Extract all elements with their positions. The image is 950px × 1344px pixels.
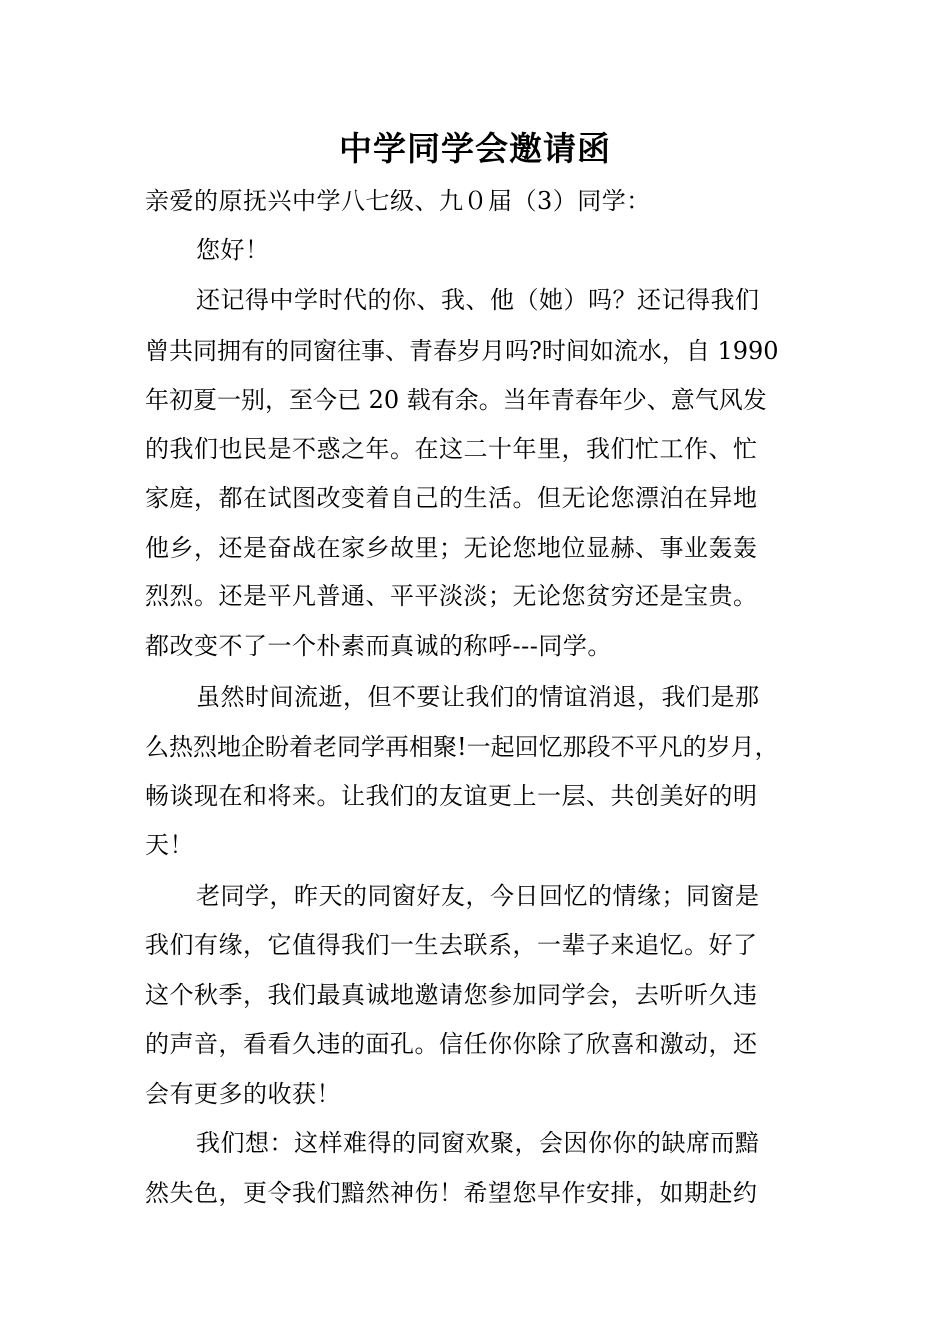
paragraph-4-line: 然失色，更令我们黯然神伤！希望您早作安排，如期赴约: [145, 1179, 758, 1207]
paragraph-1-line: 烈烈。还是平凡普通、平平淡淡；无论您贫穷还是宝贵。: [145, 582, 758, 610]
paragraph-2-line: 天！: [145, 831, 194, 859]
document-title: 中学同学会邀请函: [339, 129, 611, 168]
paragraph-3-line: 的声音，看看久违的面孔。信任你你除了欣喜和激动，还: [145, 1030, 758, 1058]
paragraph-3-line: 这个秋季，我们最真诚地邀请您参加同学会，去听听久违: [145, 981, 758, 1009]
paragraph-3-line: 老同学，昨天的同窗好友，今日回忆的情缘；同窗是: [196, 882, 760, 910]
greeting-line: 您好！: [196, 236, 270, 264]
paragraph-1-line: 年初夏一别，至今已 20 载有余。当年青春年少、意气风发: [145, 386, 767, 414]
salutation-line: 亲爱的原抚兴中学八七级、九０届（3）同学：: [145, 187, 651, 215]
paragraph-1-line: 都改变不了一个朴素而真诚的称呼---同学。: [145, 632, 612, 660]
paragraph-2-line: 畅谈现在和将来。让我们的友谊更上一层、共创美好的明: [145, 782, 758, 810]
paragraph-3-line: 我们有缘，它值得我们一生去联系，一辈子来追忆。好了: [145, 931, 758, 959]
paragraph-2-line: 虽然时间流逝，但不要让我们的情谊消退，我们是那: [196, 683, 760, 711]
paragraph-1-line: 他乡，还是奋战在家乡故里；无论您地位显赫、事业轰轰: [145, 534, 758, 562]
paragraph-1-line: 家庭，都在试图改变着自己的生活。但无论您漂泊在异地: [145, 484, 758, 512]
paragraph-2-line: 么热烈地企盼着老同学再相聚!一起回忆那段不平凡的岁月，: [145, 733, 779, 761]
paragraph-1-line: 曾共同拥有的同窗往事、青春岁月吗?时间如流水，自 1990: [145, 337, 779, 365]
paragraph-1-line: 的我们也民是不惑之年。在这二十年里，我们忙工作、忙: [145, 435, 758, 463]
paragraph-1-line: 还记得中学时代的你、我、他（她）吗？还记得我们: [196, 286, 760, 314]
paragraph-4-line: 我们想：这样难得的同窗欢聚，会因你你的缺席而黯: [196, 1129, 760, 1157]
paragraph-3-line: 会有更多的收获！: [145, 1080, 341, 1108]
